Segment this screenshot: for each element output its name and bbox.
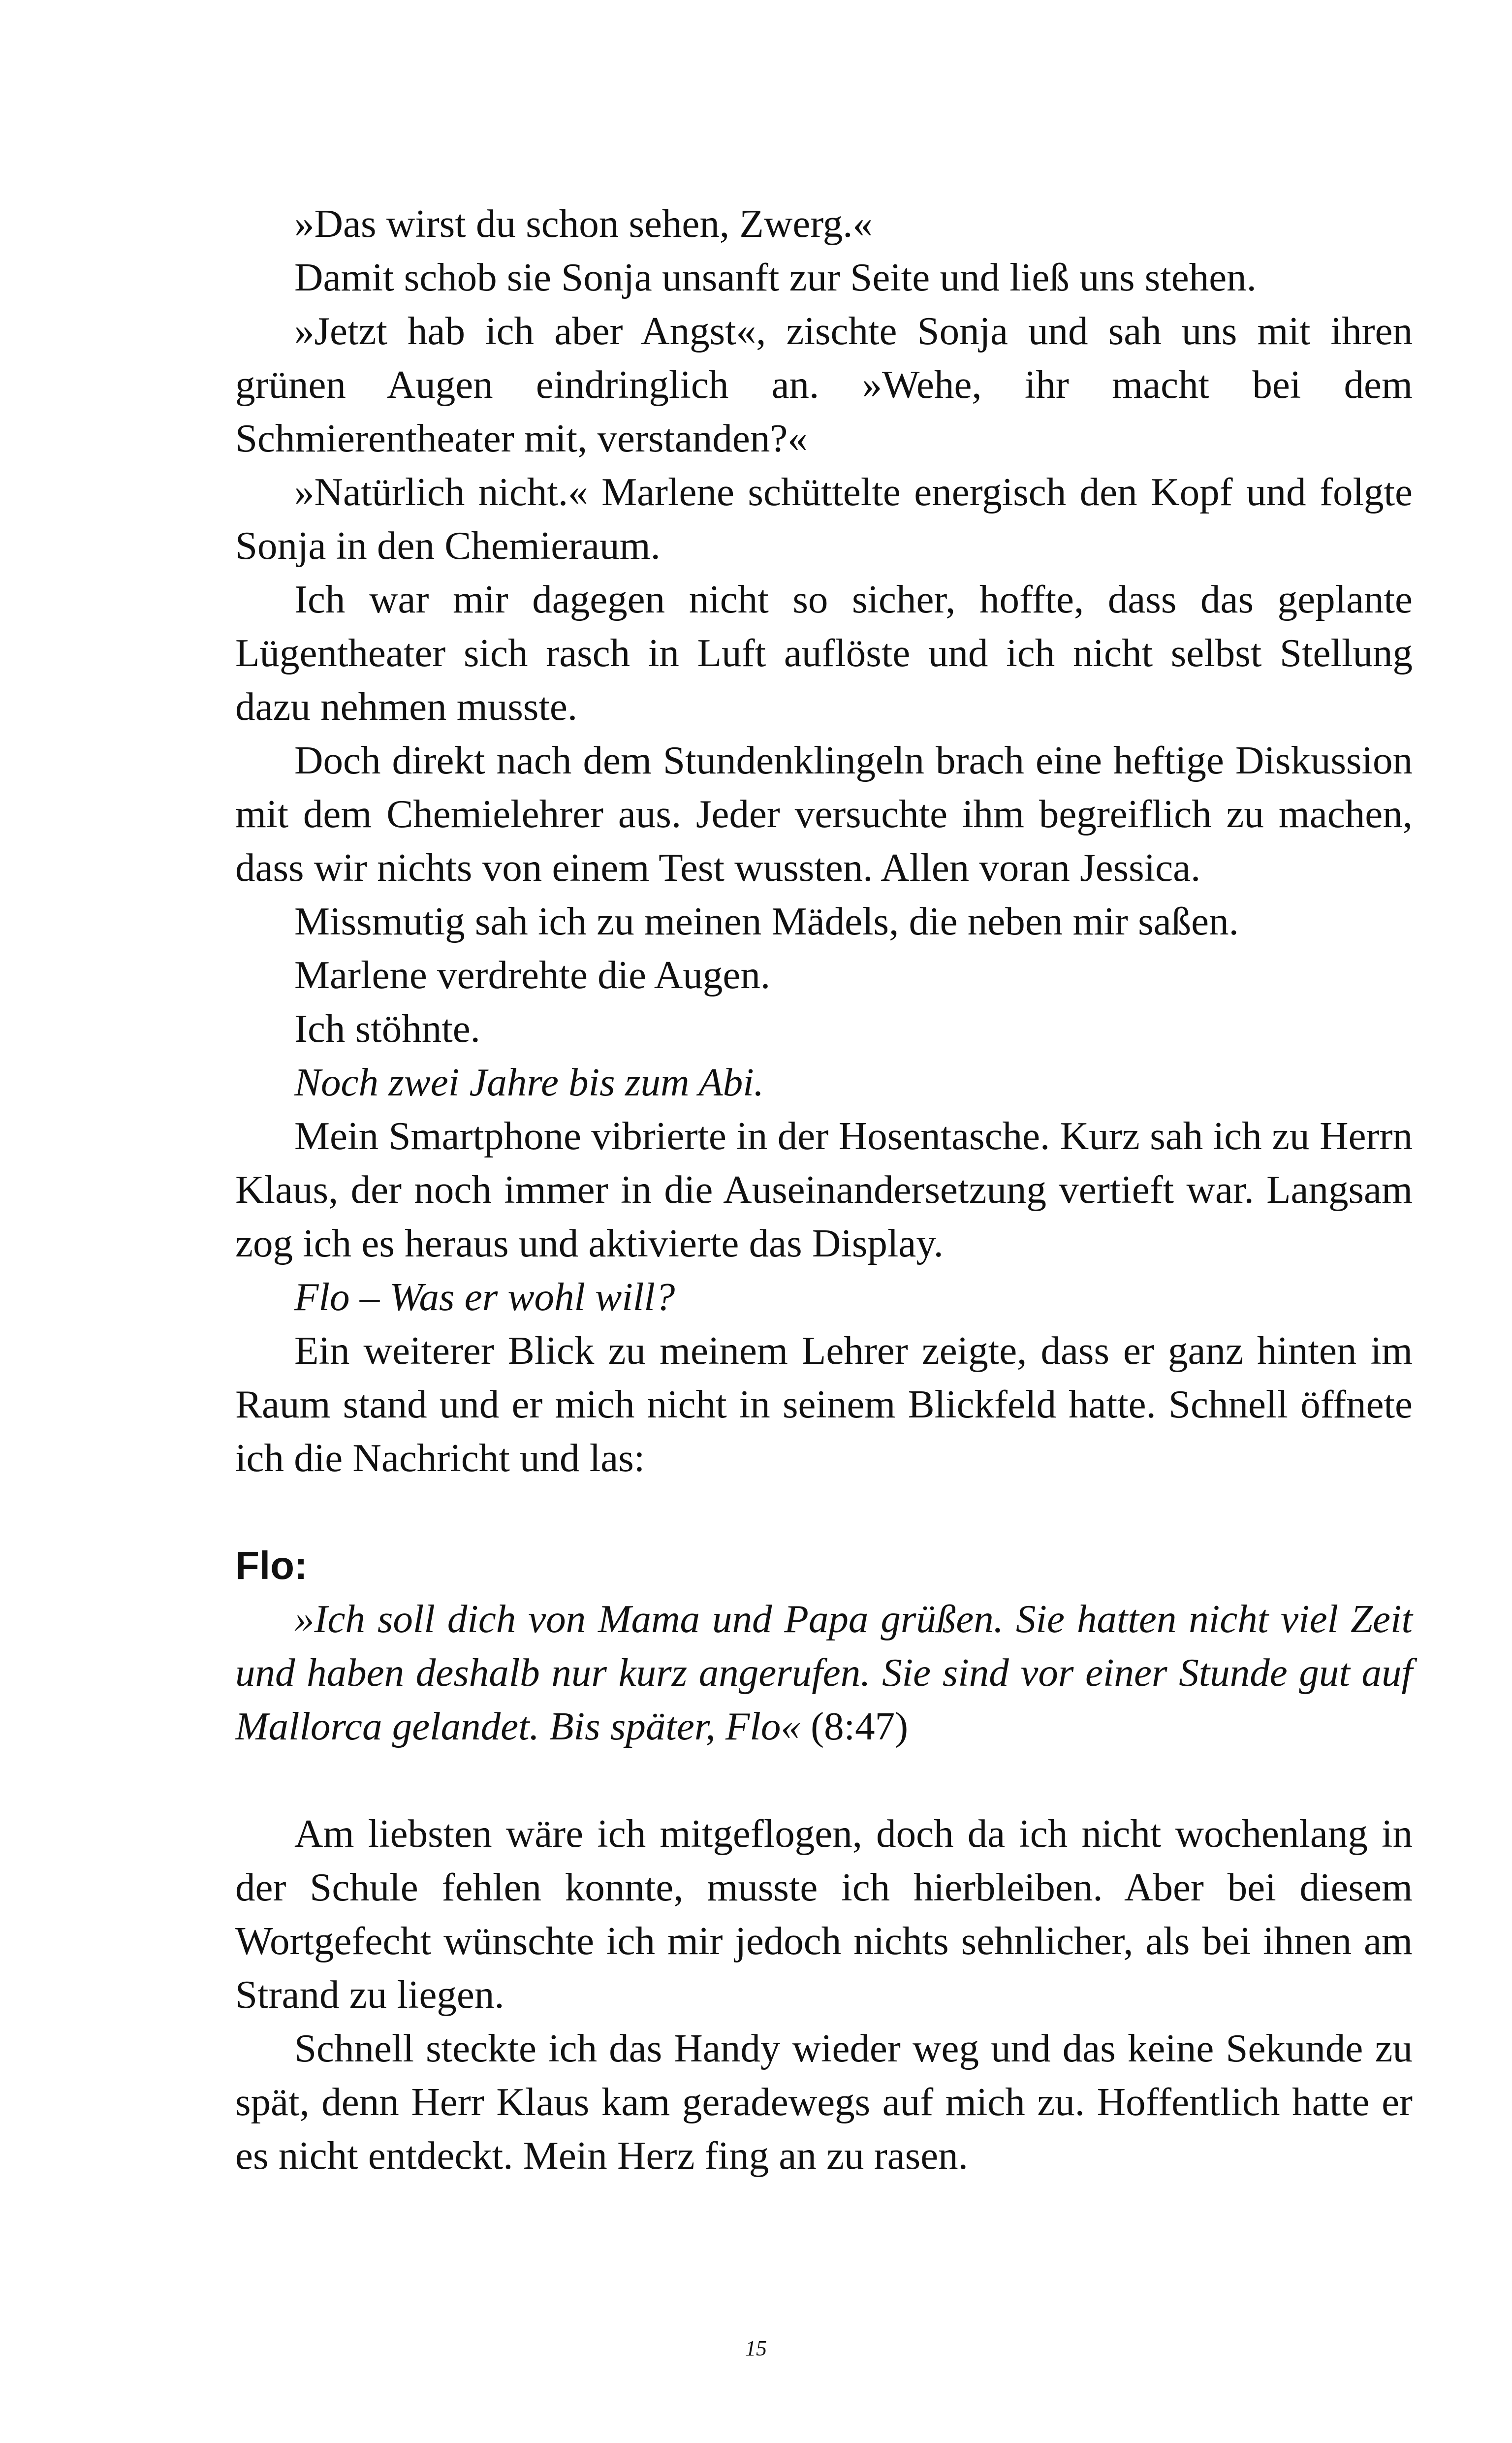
italic-thought: Flo – Was er wohl will? [294, 1275, 675, 1319]
message-text: »Ich soll dich von Mama und Papa grüßen. Sie hatten nicht viel Zeit und haben deshalb nur kurz angerufen. Sie sind vor einer Stunde gut auf Mallorca gelandet. Bis später, Flo« [235, 1597, 1413, 1748]
paragraph: Missmutig sah ich zu meinen Mädels, die neben mir saßen. [294, 899, 1239, 943]
body-text [235, 197, 1413, 2183]
italic-thought: Noch zwei Jahre bis zum Abi. [294, 1060, 764, 1104]
paragraph: Am liebsten wäre ich mitgeflogen, doch da ich nicht wochenlang in der Schule fehlen konnte, musste ich hierbleiben. Aber bei diesem Wortgefecht wünschte ich mir jedoch nichts sehnlicher, als bei ihnen am Strand zu liegen. [235, 1811, 1413, 2017]
paragraph: Doch direkt nach dem Stundenklingeln brach eine heftige Diskussion mit dem Chemielehrer aus. Jeder versuchte ihm begreiflich zu machen, dass wir nichts von einem Test wussten. Allen voran Jessica. [235, 738, 1413, 890]
message-sender: Flo: [235, 1543, 308, 1587]
paragraph: »Das wirst du schon sehen, Zwerg.« [294, 201, 873, 246]
message-time: (8:47) [800, 1704, 909, 1748]
blank-line [235, 1753, 1413, 1807]
blank-line [235, 1485, 1413, 1539]
paragraph: »Natürlich nicht.« Marlene schüttelte energisch den Kopf und folgte Sonja in den Chemieraum. [235, 470, 1413, 568]
paragraph: »Jetzt hab ich aber Angst«, zischte Sonja und sah uns mit ihren grünen Augen eindringlich an. »Wehe, ihr macht bei dem Schmierentheater mit, verstanden?« [235, 309, 1413, 460]
paragraph: Ich war mir dagegen nicht so sicher, hoffte, dass das geplante Lügentheater sich rasch in Luft auflöste und ich nicht selbst Stellung dazu nehmen musste. [235, 577, 1413, 729]
paragraph: Ein weiterer Blick zu meinem Lehrer zeigte, dass er ganz hinten im Raum stand und er mich nicht in seinem Blickfeld hatte. Schnell öffnete ich die Nachricht und las: [235, 1328, 1413, 1480]
message-content [235, 1592, 1413, 1753]
paragraph: Ich stöhnte. [294, 1006, 480, 1051]
paragraph: Marlene verdrehte die Augen. [294, 953, 771, 997]
paragraph: Mein Smartphone vibrierte in der Hosentasche. Kurz sah ich zu Herrn Klaus, der noch immer in die Auseinandersetzung vertieft war. Langsam zog ich es heraus und aktivierte das Display. [235, 1114, 1413, 1265]
paragraph: Damit schob sie Sonja unsanft zur Seite und ließ uns stehen. [294, 255, 1257, 299]
page-number: 15 [745, 2336, 767, 2360]
paragraph: Schnell steckte ich das Handy wieder weg und das keine Sekunde zu spät, denn Herr Klaus kam geradewegs auf mich zu. Hoffentlich hatte er es nicht entdeckt. Mein Herz fing an zu rasen. [235, 2026, 1413, 2178]
